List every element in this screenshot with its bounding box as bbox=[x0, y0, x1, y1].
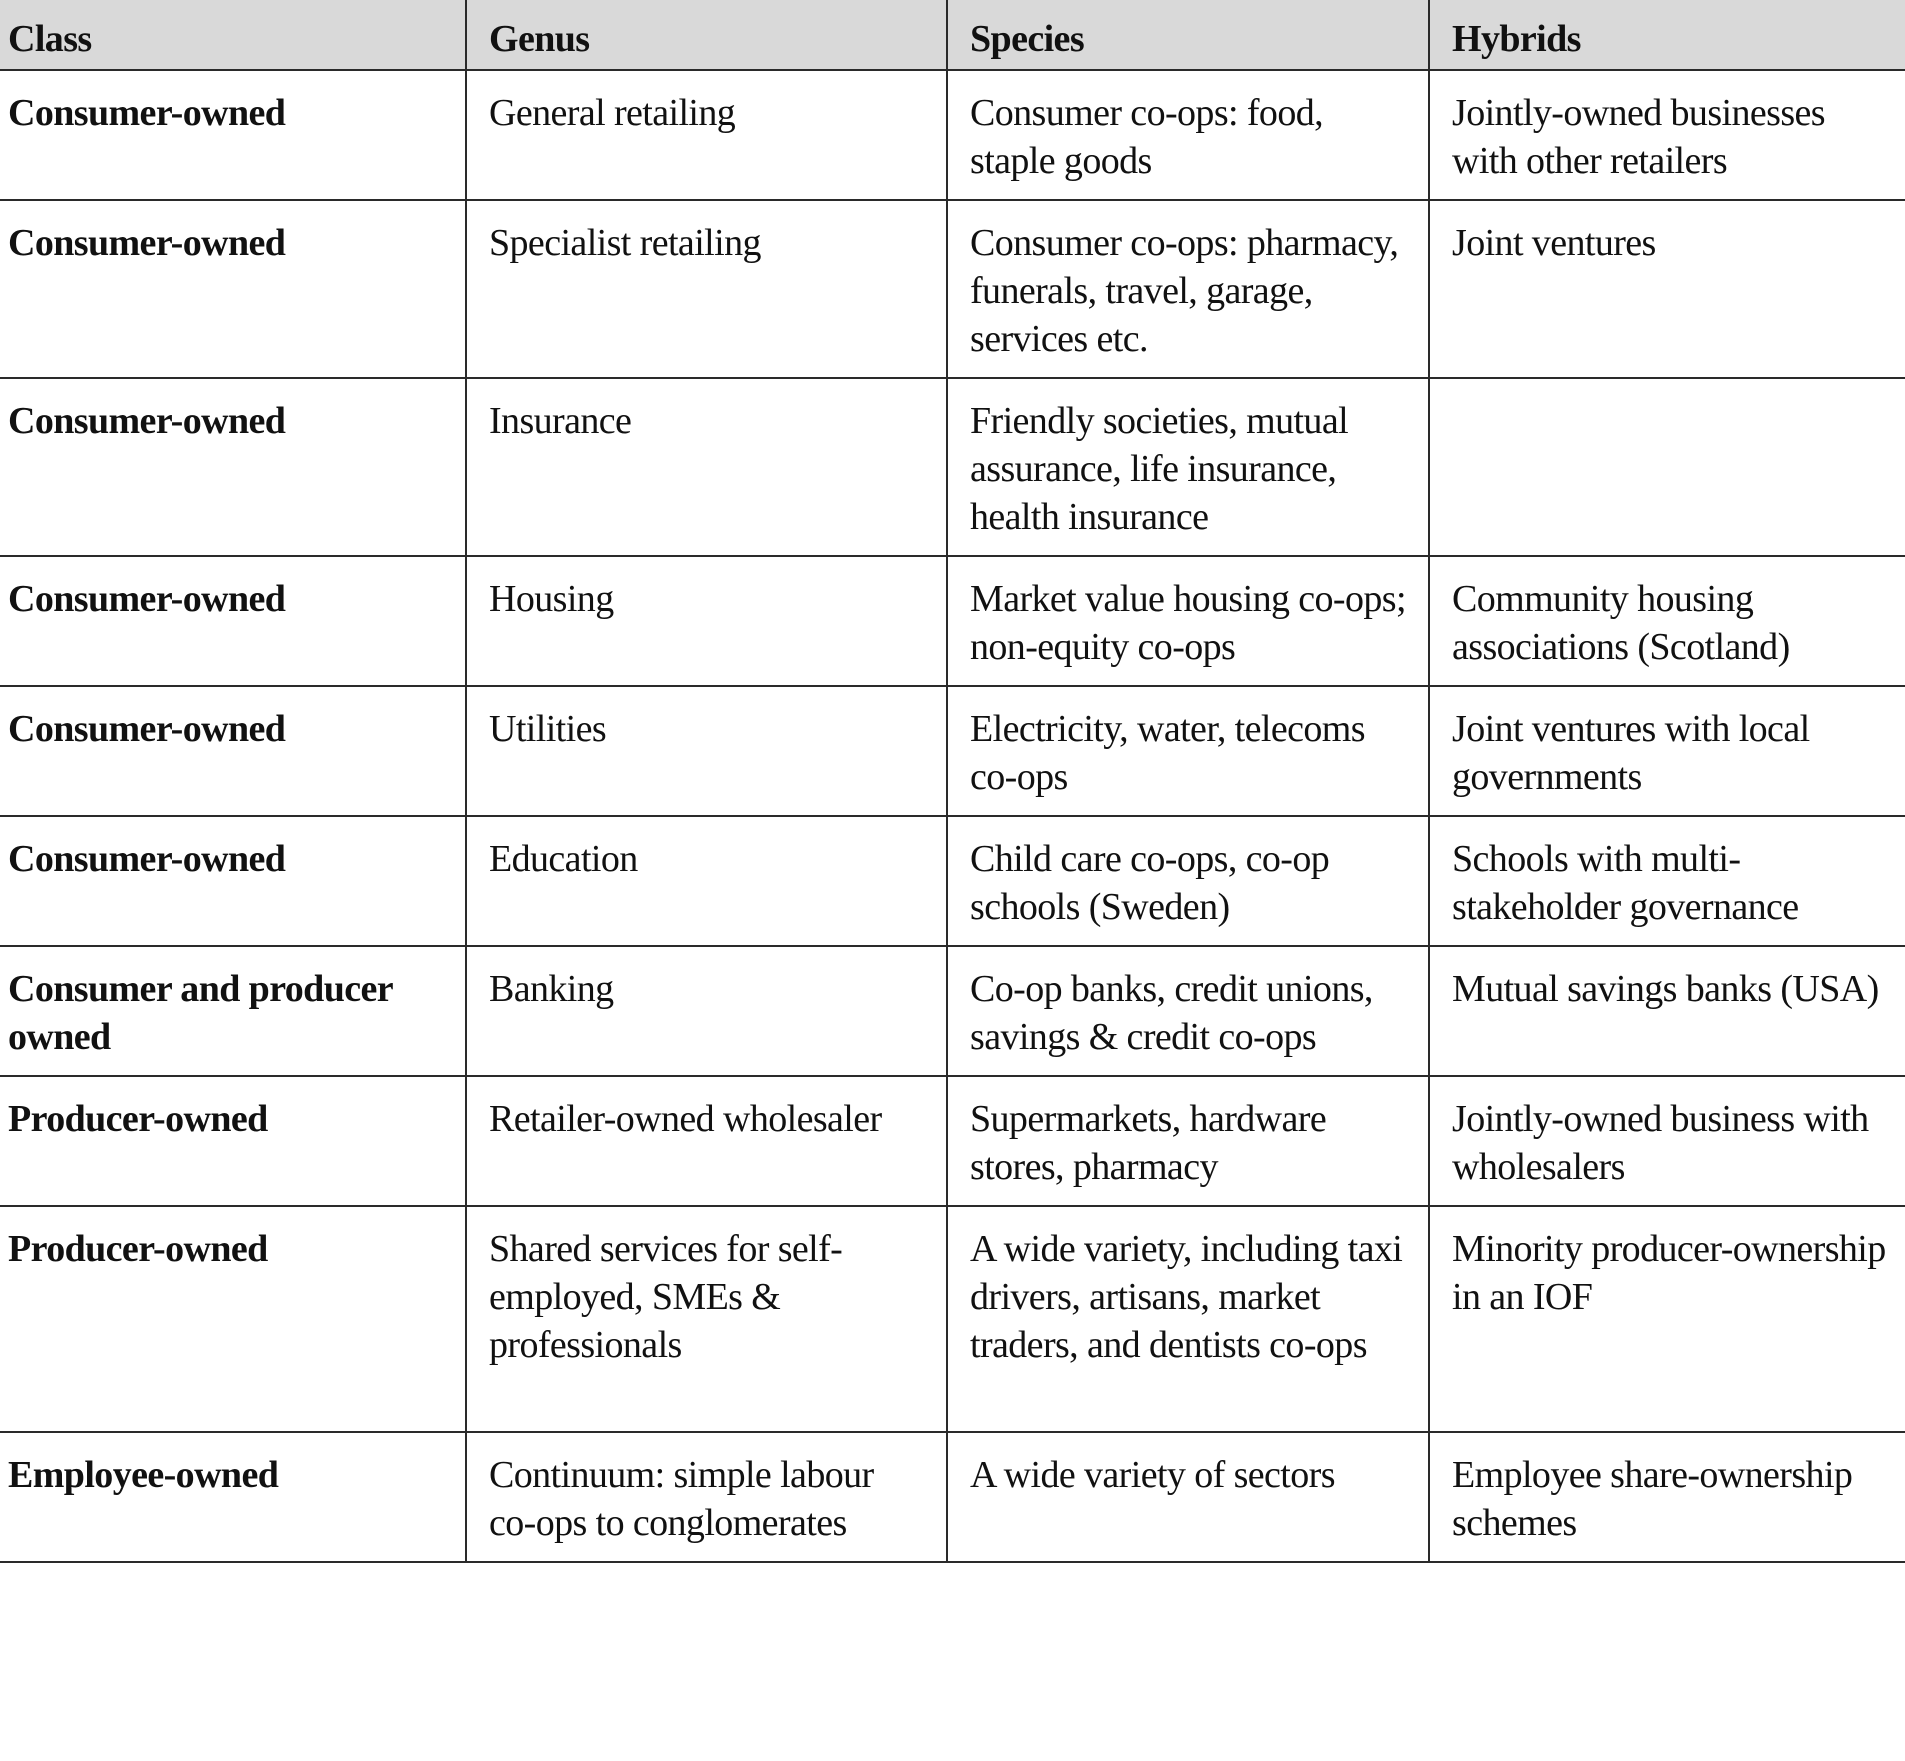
table-row bbox=[0, 686, 1905, 816]
genus-cell: Housing bbox=[466, 556, 947, 686]
species-cell: Child care co-ops, co-op schools (Sweden) bbox=[947, 816, 1429, 946]
header-hybrids: Hybrids bbox=[1429, 0, 1905, 70]
hybrids-cell bbox=[1429, 378, 1905, 556]
hybrids-cell: Minority producer-ownership in an IOF bbox=[1429, 1206, 1905, 1432]
class-cell: Consumer-owned bbox=[0, 556, 466, 686]
class-cell: Employee-owned bbox=[0, 1432, 466, 1562]
genus-cell: Retailer-owned wholesaler bbox=[466, 1076, 947, 1206]
genus-cell: Shared services for self-employed, SMEs & professionals bbox=[466, 1206, 947, 1432]
class-cell: Consumer-owned bbox=[0, 816, 466, 946]
header-species: Species bbox=[947, 0, 1429, 70]
header-class: Class bbox=[0, 0, 466, 70]
species-cell: Market value housing co-ops; non-equity co-ops bbox=[947, 556, 1429, 686]
species-cell: Friendly societies, mutual assurance, life insurance, health insurance bbox=[947, 378, 1429, 556]
header-row bbox=[0, 0, 1905, 70]
hybrids-cell: Mutual savings banks (USA) bbox=[1429, 946, 1905, 1076]
hybrids-cell: Jointly-owned business with wholesalers bbox=[1429, 1076, 1905, 1206]
genus-cell: Education bbox=[466, 816, 947, 946]
table-row bbox=[0, 1432, 1905, 1562]
species-cell: Consumer co-ops: pharmacy, funerals, travel, garage, services etc. bbox=[947, 200, 1429, 378]
class-cell: Consumer-owned bbox=[0, 378, 466, 556]
table-row bbox=[0, 378, 1905, 556]
genus-cell: Continuum: simple labour co-ops to conglomerates bbox=[466, 1432, 947, 1562]
species-cell: A wide variety, including taxi drivers, artisans, market traders, and dentists co-ops bbox=[947, 1206, 1429, 1432]
class-cell: Producer-owned bbox=[0, 1076, 466, 1206]
table-row bbox=[0, 200, 1905, 378]
table-row bbox=[0, 946, 1905, 1076]
class-cell: Consumer and producer owned bbox=[0, 946, 466, 1076]
hybrids-cell: Community housing associations (Scotland) bbox=[1429, 556, 1905, 686]
genus-cell: Utilities bbox=[466, 686, 947, 816]
genus-cell: Banking bbox=[466, 946, 947, 1076]
hybrids-cell: Employee share-ownership schemes bbox=[1429, 1432, 1905, 1562]
header-genus: Genus bbox=[466, 0, 947, 70]
table-row bbox=[0, 816, 1905, 946]
class-cell: Producer-owned bbox=[0, 1206, 466, 1432]
table-row bbox=[0, 1206, 1905, 1432]
genus-cell: Insurance bbox=[466, 378, 947, 556]
genus-cell: Specialist retailing bbox=[466, 200, 947, 378]
species-cell: Consumer co-ops: food, staple goods bbox=[947, 70, 1429, 200]
genus-cell: General retailing bbox=[466, 70, 947, 200]
hybrids-cell: Jointly-owned businesses with other retailers bbox=[1429, 70, 1905, 200]
species-cell: Electricity, water, telecoms co-ops bbox=[947, 686, 1429, 816]
species-cell: A wide variety of sectors bbox=[947, 1432, 1429, 1562]
table-row bbox=[0, 70, 1905, 200]
hybrids-cell: Schools with multi-stakeholder governance bbox=[1429, 816, 1905, 946]
table-row bbox=[0, 556, 1905, 686]
species-cell: Supermarkets, hardware stores, pharmacy bbox=[947, 1076, 1429, 1206]
table-body bbox=[0, 70, 1905, 1562]
class-cell: Consumer-owned bbox=[0, 70, 466, 200]
table-row bbox=[0, 1076, 1905, 1206]
class-cell: Consumer-owned bbox=[0, 686, 466, 816]
species-cell: Co-op banks, credit unions, savings & credit co-ops bbox=[947, 946, 1429, 1076]
hybrids-cell: Joint ventures bbox=[1429, 200, 1905, 378]
class-cell: Consumer-owned bbox=[0, 200, 466, 378]
table-header bbox=[0, 0, 1905, 70]
hybrids-cell: Joint ventures with local governments bbox=[1429, 686, 1905, 816]
